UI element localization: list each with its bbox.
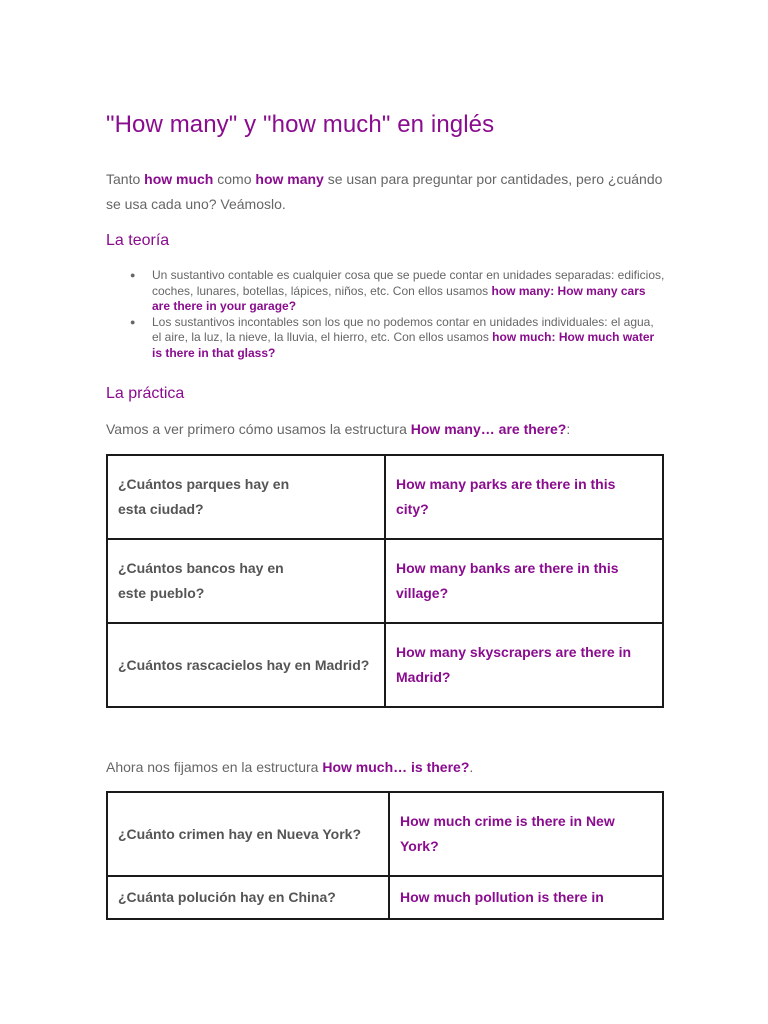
bullet-text: Un sustantivo contable es cualquier cosa que se puede contar en unidades separadas: edificios, coches, lunares, botellas, lápices, niños, etc. Con ellos usamos [152, 268, 665, 298]
page-title: "How many" y "how much" en inglés [106, 111, 495, 138]
table-row [107, 876, 663, 919]
bullet-dot-icon: ● [130, 270, 136, 280]
list-item [130, 314, 666, 362]
table-row [107, 623, 663, 707]
table-row [107, 455, 663, 539]
practica-intro-end: : [566, 421, 571, 437]
much-intro-text: Ahora nos fijamos en la estructura [106, 759, 323, 775]
table-cell-english: How many banks are there in this village? [385, 539, 663, 623]
practica-intro-highlight: How many… are there? [410, 421, 567, 437]
table-cell-spanish: ¿Cuánta polución hay en China? [107, 876, 389, 919]
intro-text: como [213, 171, 256, 187]
intro-highlight-how-many: how many [255, 171, 324, 187]
table-cell-english: How many parks are there in this city? [385, 455, 663, 539]
table-cell-spanish: ¿Cuántos parques hay en esta ciudad? [107, 455, 385, 539]
bullet-text: Los sustantivos incontables son los que no podemos contar en unidades individuales: el agua, el aire, la luz, la nieve, la lluvia, el hierro, etc. Con ellos usamos [152, 314, 654, 344]
much-intro-end: . [469, 759, 474, 775]
table-row [107, 792, 663, 876]
intro-highlight-how-much: how much [144, 171, 214, 187]
bullet-highlight: how many: How many cars are there in your garage? [152, 283, 646, 313]
intro-text: Tanto [106, 171, 145, 187]
practica-intro [106, 421, 570, 437]
much-intro [106, 759, 473, 775]
intro-text: se usan para preguntar por cantidades, pero ¿cuándo se usa cada uno? Veámoslo. [106, 171, 663, 212]
how-many-table [106, 454, 664, 708]
table-cell-spanish: ¿Cuántos rascacielos hay en Madrid? [107, 623, 385, 707]
bullet-highlight: how much: How much water is there in that glass? [152, 330, 655, 360]
bullet-dot-icon: ● [130, 316, 136, 327]
section-heading-teoria: La teoría [106, 232, 170, 249]
theory-bullet-list [106, 268, 666, 361]
table-cell-english: How much pollution is there in [389, 876, 663, 919]
practica-intro-text: Vamos a ver primero cómo usamos la estructura [106, 421, 411, 437]
list-item [130, 268, 666, 315]
table-cell-spanish: ¿Cuánto crimen hay en Nueva York? [107, 792, 389, 876]
table-cell-english: How much crime is there in New York? [389, 792, 663, 876]
much-intro-highlight: How much… is there? [322, 759, 470, 775]
table-cell-english: How many skyscrapers are there in Madrid? [385, 623, 663, 707]
intro-paragraph [106, 167, 666, 216]
table-cell-spanish: ¿Cuántos bancos hay en este pueblo? [107, 539, 385, 623]
table-row [107, 539, 663, 623]
how-much-table [106, 791, 664, 920]
section-heading-practica: La práctica [106, 385, 185, 402]
